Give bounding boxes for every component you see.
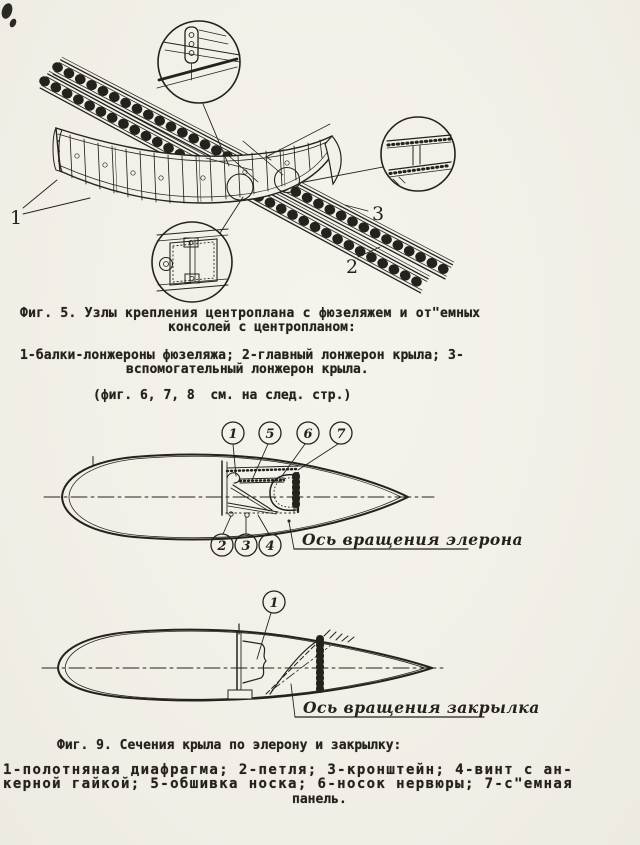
fig5-assembly-drawing [0,0,640,306]
callout-7: 7 [336,427,346,442]
callout-1: 1 [228,427,238,442]
flap-callout [257,591,285,659]
part-label-fuselage-beams: 1 [10,207,23,229]
fig9-caption: Фиг. 9. Сечения крыла по элерону и закрылку: [57,738,402,753]
callout-2: 2 [217,539,227,554]
fig5-caption-line1: Фиг. 5. Узлы крепления центроплана с фюзеляжем и от"емных [20,306,481,321]
flap-axis-annotation [291,684,540,717]
detail-circle-right-joint [381,117,455,191]
fig5-legend-line1: 1-балки-лонжероны фюзеляжа; 2-главный лонжерон крыла; 3- [20,348,464,363]
fig9-legend-line1: 1-полотняная диафрагма; 2-петля; 3-кронштейн; 4-винт с ан- [3,762,574,778]
flap-internal-structure [228,624,354,699]
callout-6: 6 [303,427,313,442]
fig9-legend-line2: керной гайкой; 5-обшивка носка; 6-носок нервюры; 7-с"емная [3,776,574,792]
callout-3: 3 [241,539,251,554]
detail-circle-top-fitting [157,21,240,103]
scan-artifact [0,2,18,28]
part-label-aux-spar: 3 [372,203,385,225]
fig5-note: (фиг. 6, 7, 8 см. на след. стр.) [93,388,352,403]
fig9-aileron-section-drawing [0,416,640,566]
fig9-legend-line3: панель. [292,792,347,807]
aileron-axis-annotation [288,520,524,550]
fig5-caption-line2: консолей с центропланом: [168,320,356,335]
fig5-legend-line2: вспомогательный лонжерон крыла. [126,362,369,377]
part-label-main-spar: 2 [346,256,359,278]
callout-4: 4 [265,539,275,554]
callout-1-flap: 1 [269,596,279,611]
callout-5: 5 [265,427,275,442]
flap-axis-label: Ось вращения закрылка [303,698,540,717]
aileron-axis-label: Ось вращения элерона [302,530,524,549]
detail-circle-bottom-node [152,222,232,302]
aileron-internal-structure [222,461,300,517]
fig9-flap-section-drawing [0,586,640,736]
